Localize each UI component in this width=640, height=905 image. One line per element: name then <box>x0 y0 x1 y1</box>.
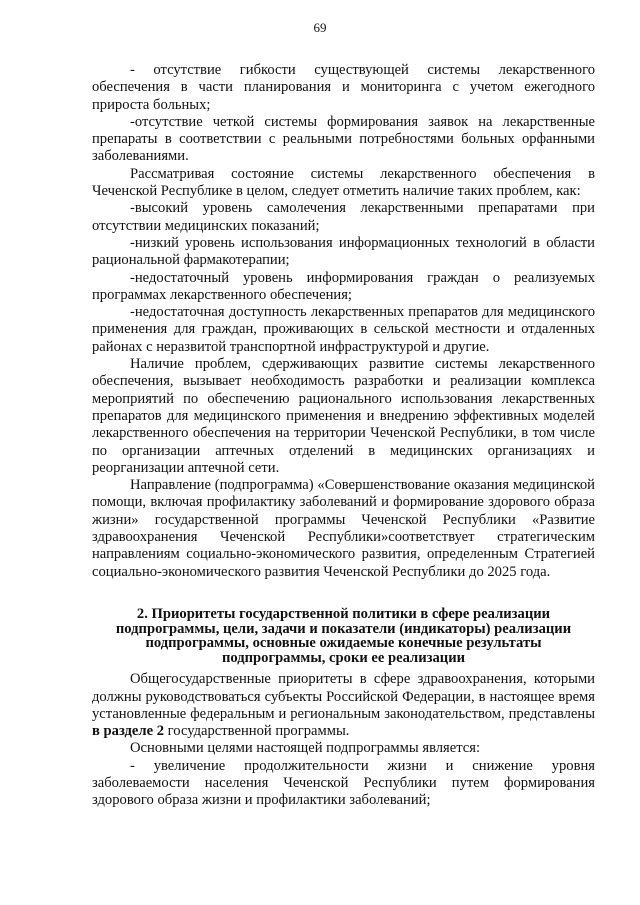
paragraph-self-medication: -высокий уровень самолечения лекарственными препаратами при отсутствии медицинских показаний; <box>92 200 595 234</box>
paragraph-lack-of-flexibility: - отсутствие гибкости существующей системы лекарственного обеспечения в части планирования и мониторинга с учетом ежегодного прироста больных; <box>92 62 595 113</box>
paragraph-low-it-usage: -низкий уровень использования информационных технологий в области рациональной фармакотерапии; <box>92 234 595 269</box>
paragraph-existing-problems: Наличие проблем, сдерживающих развитие системы лекарственного обеспечения, вызывает необходимость разработки и реализации комплекса мероприятий по обеспечению рационального использования лекарственных препаратов для медицинского применения и внедрению эффективных моделей лекарственного обеспечения на территории Чеченской Республики, в том числе по организации аптечных отделений в медицинских организациях и реорганизации аптечной сети. <box>92 356 595 476</box>
section-heading: 2. Приоритеты государственной политики в сфере реализации подпрограммы, цели, задачи и показатели (индикаторы) реализации подпрограммы, основные ожидаемые конечные результаты подпрограммы, сроки ее реализации <box>115 605 572 666</box>
paragraph-life-expectancy-goal: - увеличение продолжительности жизни и снижение уровня заболеваемости населения Чеченской Республики путем формирования здорового образа жизни и профилактики заболеваний; <box>92 757 595 809</box>
paragraph-direction-subprogram: Направление (подпрограмма) «Совершенствование оказания медицинской помощи, включая профилактику заболеваний и формирование здорового образа жизни» государственной программы Чеченской Республики «Развитие здравоохранения Чеченской Республики»соответствует стратегическим направлениям социально-экономического развития, определенным Стратегией социально-экономического развития Чеченской Республики до 2025 года. <box>92 477 595 580</box>
paragraph-insufficient-availability: -недостаточная доступность лекарственных препаратов для медицинского применения для граждан, проживающих в сельской местности и отдаленных районах с неразвитой транспортной инфраструктурой и другие. <box>92 304 595 355</box>
paragraph-lack-of-ordering-system: -отсутствие четкой системы формирования заявок на лекарственные препараты в соответствии с реальными потребностями больных орфанными заболеваниями. <box>92 113 595 165</box>
national-priorities-tail: государственной программы. <box>164 723 350 740</box>
paragraph-considering-state: Рассматривая состояние системы лекарственного обеспечения в Чеченской Республике в целом, следует отметить наличие таких проблем, как: <box>92 165 595 200</box>
paragraph-main-goals: Основными целями настоящей подпрограммы является: <box>130 740 481 757</box>
page-number: 69 <box>313 20 327 35</box>
paragraph-insufficient-informing: -недостаточный уровень информирования граждан о реализуемых программах лекарственного обеспечения; <box>92 269 595 303</box>
national-priorities-text: Общегосударственные приоритеты в сфере здравоохранения, которыми должны руководствоваться субъекты Российской Федерации, в настоящее время установленные федеральным и региональным законодательством, представлены <box>92 671 595 722</box>
document-body <box>92 62 595 810</box>
section-reference-bold: в разделе 2 <box>92 723 165 740</box>
paragraph-national-priorities <box>92 671 595 740</box>
